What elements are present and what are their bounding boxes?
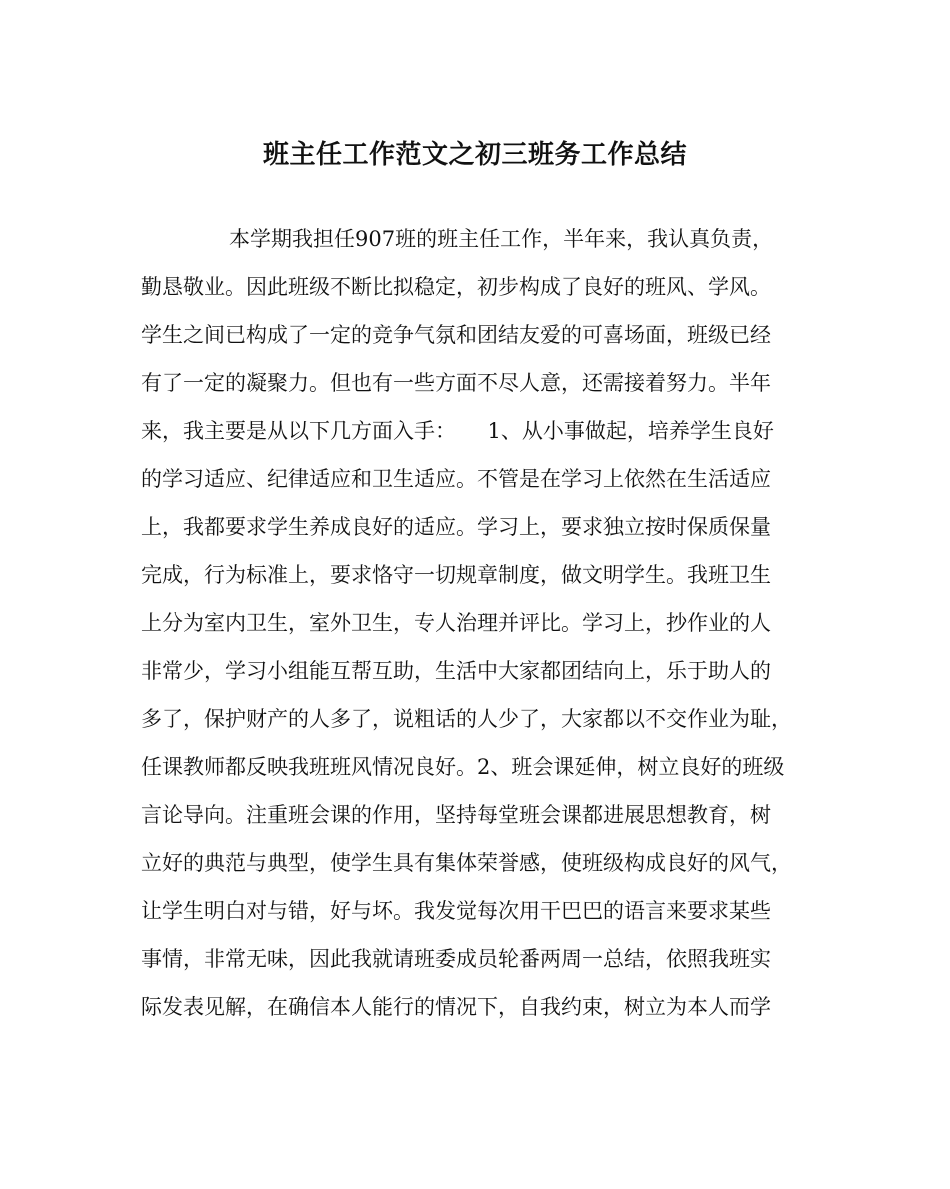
paragraph-line: 多了，保护财产的人多了，说粗话的人少了，大家都以不交作业为耻，: [141, 707, 792, 731]
paragraph-line: 勤恳敬业。因此班级不断比拟稳定，初步构成了良好的班风、学风。: [141, 275, 771, 299]
paragraph-line: 立好的典范与典型，使学生具有集体荣誉感，使班级构成良好的风气，: [141, 851, 792, 875]
paragraph-line: 事情，非常无味，因此我就请班委成员轮番两周一总结，依照我班实: [141, 947, 771, 971]
paragraph-line: 本学期我担任907班的班主任工作，半年来，我认真负责，: [229, 227, 774, 251]
body-text: [141, 222, 821, 1038]
paragraph-line: 上分为室内卫生，室外卫生，专人治理并评比。学习上，抄作业的人: [141, 611, 771, 635]
paragraph-line: 上，我都要求学生养成良好的适应。学习上，要求独立按时保质保量: [141, 515, 771, 539]
paragraph-line: 来，我主要是从以下几方面入手： 1、从小事做起，培养学生良好: [141, 419, 774, 443]
paragraph-line: 学生之间已构成了一定的竞争气氛和团结友爱的可喜场面，班级已经: [141, 323, 771, 347]
paragraph-line: 完成，行为标准上，要求恪守一切规章制度，做文明学生。我班卫生: [141, 563, 771, 587]
paragraph-line: 有了一定的凝聚力。但也有一些方面不尽人意，还需接着努力。半年: [141, 371, 771, 395]
paragraph-line: 言论导向。注重班会课的作用，坚持每堂班会课都进展思想教育，树: [141, 803, 771, 827]
paragraph-line: 非常少，学习小组能互帮互助，生活中大家都团结向上，乐于助人的: [141, 659, 771, 683]
paragraph-line: 任课教师都反映我班班风情况良好。2、班会课延伸，树立良好的班级: [141, 755, 785, 779]
paragraph-line: 的学习适应、纪律适应和卫生适应。不管是在学习上依然在生活适应: [141, 467, 771, 491]
paragraph-line: 让学生明白对与错，好与坏。我发觉每次用干巴巴的语言来要求某些: [141, 899, 771, 923]
paragraph-line: 际发表见解，在确信本人能行的情况下，自我约束，树立为本人而学: [141, 995, 771, 1019]
document-title: 班主任工作范文之初三班务工作总结: [262, 140, 687, 170]
